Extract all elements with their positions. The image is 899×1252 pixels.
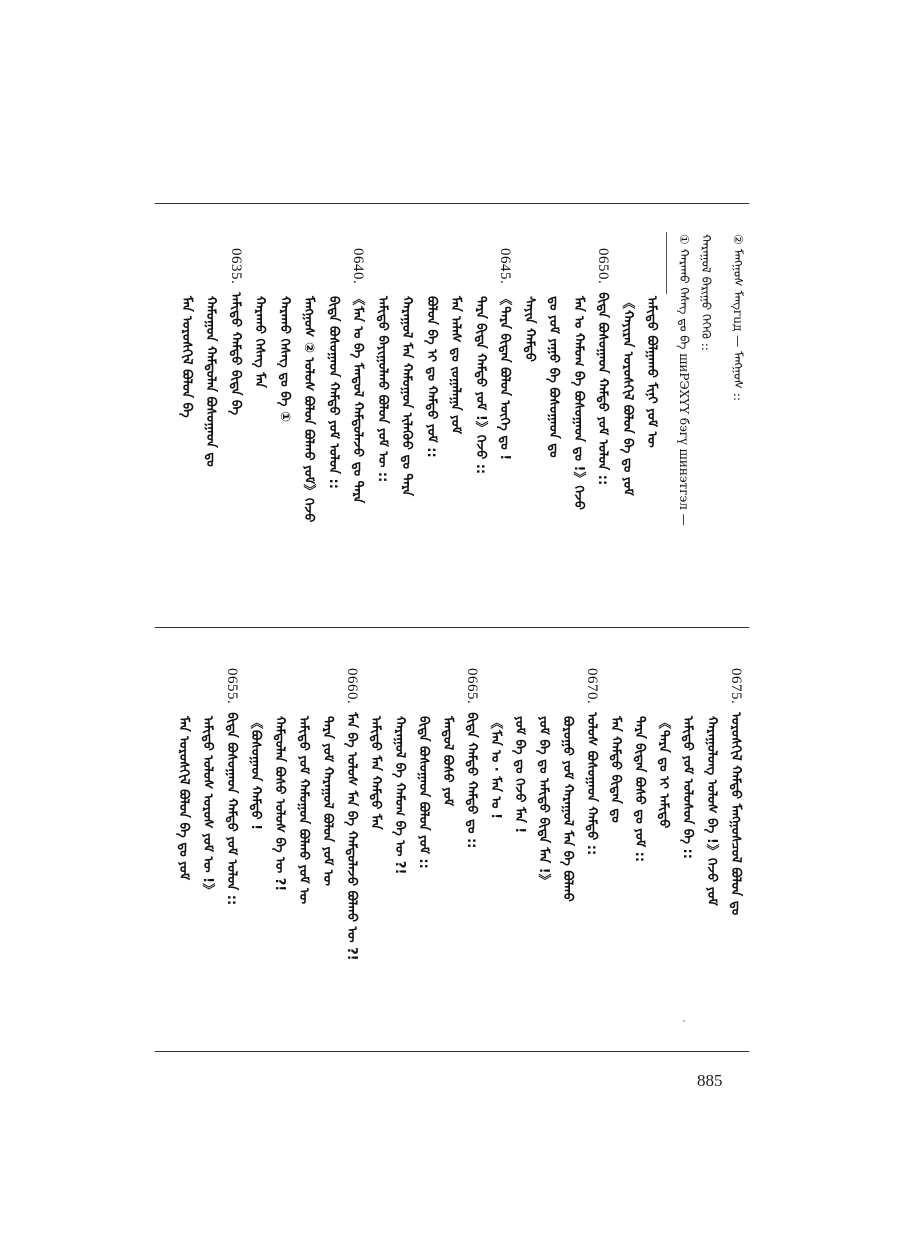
top-rule: [155, 203, 749, 204]
lower-line: [581, 668, 602, 855]
upper-line: [543, 248, 564, 458]
footnote-1: [729, 234, 747, 401]
line-number: 0660.: [344, 668, 360, 705]
line-text: ᠪᠣᠯᠤᠨ ᠪᠠ ᠢ ᠳᠤ ᠬᠠᠮᠲᠤ ᠶᠤᠮ ::: [423, 296, 439, 458]
lower-line: [701, 668, 722, 906]
lower-line: [365, 668, 386, 830]
upper-line: [421, 248, 442, 458]
lower-line: [557, 668, 578, 902]
lower-line: [485, 668, 506, 819]
lower-line: [533, 668, 554, 888]
footnote-text: ᠬᠠᠷᠠᠭᠤᠯ ᠪᠠᠷᠢᠭᠤ ᠬᠡᠭᠡᠬᠦ ::: [699, 234, 713, 351]
upper-line: [641, 248, 662, 448]
footnote-3: [675, 234, 693, 526]
bottom-rule: [155, 1051, 749, 1052]
line-text: ᠲᠡᠷᠡ ᠶᠤᠮ ᠬᠠᠷᠠᠭᠤᠯ ᠪᠤᠯᠤᠨ ᠶᠤᠮ ᠦ: [320, 716, 335, 886]
upper-line: [347, 248, 368, 503]
upper-line: [298, 248, 319, 522]
upper-line: [470, 248, 491, 474]
line-text: ᠬᠠᠮᠤᠭᠤᠨ ᠬᠠᠮᠲᠤᠯᠠᠨ ᠪᠤᠰᠤᠭᠠᠳ ᠳᠤ: [203, 296, 218, 467]
line-text: ᠮᠠᠨ ᠬᠠᠮᠲᠤ ᠪᠢᠳᠡᠨ ᠳᠤ: [608, 716, 623, 823]
upper-line: [176, 248, 197, 418]
line-text: ᠮᠠᠨᠳᠤᠯ ᠪᠤᠰᠤ ᠶᠤᠮ: [440, 716, 455, 806]
lower-line: [677, 668, 698, 859]
line-text: ᠬᠠᠷᠠᠭᠤᠯ ᠪᠡ ᠬᠠᠮᠤᠭ ᠪᠠ ᠦ ?!: [392, 716, 407, 875]
line-text: ᠠᠮᠢᠳᠤ ᠪᠠᠶᠢᠭᠤᠯᠬᠤ ᠪᠤᠯᠤᠨ ᠶᠤᠮ ᠦ ::: [374, 296, 390, 483]
line-text: ᠬᠠᠮᠲᠤᠯᠠᠨ ᠪᠤᠰᠤ ᠤᠯᠤᠰ ᠪᠠ ᠦ ?!: [272, 716, 287, 892]
lower-line: [509, 668, 530, 833]
footnote-separator: [666, 232, 667, 294]
lower-line: [629, 668, 650, 862]
line-text: ᠪᠤᠷᠤᠭᠤ ᠶᠤᠮ ᠬᠠᠷᠠᠭᠤᠯ ᠮᠠᠨ ᠪᠡ ᠪᠣᠯᠬᠤ: [560, 716, 575, 902]
line-text: 《ᠲᠡᠷᠡ ᠳᠤ ᠢ ᠠᠮᠢᠳᠤ: [656, 716, 671, 829]
line-text: ᠤᠯᠤᠰ ᠪᠤᠰᠤᠭᠠᠳ ᠬᠠᠮᠲᠤ ::: [584, 712, 599, 856]
line-text: ᠠᠮᠢᠳᠤ ᠶᠤᠮ ᠤᠯᠤᠰᠤᠨ ᠪᠠ ::: [680, 716, 695, 859]
line-number: 0645.: [497, 248, 513, 285]
line-number: 0650.: [595, 248, 611, 285]
lower-line: [413, 668, 434, 869]
line-number: 0675.: [728, 668, 744, 705]
line-number: 0665.: [464, 668, 480, 705]
line-text: ᠬᠠᠷᠠᠭᠤᠯᠤᠩ ᠤᠯᠤᠰ ᠪᠠ !》ᠭᠡᠵᠦ ᠶᠤᠮ: [704, 716, 719, 906]
lower-line: [389, 668, 410, 874]
line-text: ᠠᠮᠢᠳᠤ ᠤᠯᠤᠰ ᠤᠷᠤᠰ ᠶᠤᠮ ᠦ !》: [200, 716, 215, 898]
lower-line: [461, 668, 482, 848]
line-text: 《ᠮᠠᠨ ᠤ · ᠮᠠᠨ ᠤ !: [488, 716, 503, 820]
lower-line: [245, 668, 266, 830]
line-text: ᠠᠮᠢᠳᠤ ᠬᠠᠮᠲᠤ ᠪᠢᠳᠡ ᠪᠠ: [227, 292, 243, 416]
lower-line: [653, 668, 674, 828]
line-text: ᠠᠮᠢᠳᠤ ᠪᠣᠯᠭᠠᠬᠤ ᠮᠢᠨᠢ ᠶᠤᠮ ᠦ: [644, 296, 659, 448]
lower-line: [197, 668, 218, 897]
line-number: 0640.: [350, 248, 366, 285]
footnote-marker: ①: [677, 234, 691, 245]
line-text: 《ᠪᠤᠰᠤᠭᠠᠳ ᠬᠠᠮᠲᠤ !: [248, 716, 263, 831]
line-text: 《ᠬᠠᠶᠢᠷᠠᠨ ᠤᠷᠤᠰᠬᠢᠯ ᠪᠤᠯᠤᠨ ᠪᠠ ᠳᠤ ᠶᠤᠮ: [619, 296, 635, 496]
line-text: ᠪᠢᠳᠡ ᠪᠤᠰᠤᠭᠠᠳ ᠬᠠᠮᠲᠤ ᠶᠤᠮ ᠤᠯᠤᠨ ::: [325, 296, 341, 489]
line-text: ᠲᠡᠷᠡ ᠪᠢᠳᠡ ᠬᠠᠮᠲᠤ ᠶᠤᠮ !》ᠭᠡᠵᠦ ::: [472, 296, 488, 475]
line-text: ᠶᠤᠮ ᠪᠠ ᠳᠤ ᠭᠡᠵᠦ ᠮᠠᠨ !: [512, 716, 527, 834]
lower-line: [221, 668, 242, 905]
lower-line: [269, 668, 290, 891]
footnote-2: [697, 234, 715, 351]
line-text: ᠪᠢᠳᠡ ᠪᠤᠰᠤᠭᠠᠳ ᠪᠤᠯᠤᠨ ᠶᠤᠮ ::: [416, 716, 431, 869]
upper-line: [445, 248, 466, 434]
lower-line: [317, 668, 338, 886]
upper-line: [519, 248, 540, 362]
lower-line: [341, 668, 362, 961]
line-text: ᠮᠠᠨ ᠤᠷᠤᠰᠬᠢᠯ ᠪᠤᠯᠤᠨ ᠪᠠ ᠳᠤ ᠶᠤᠮ: [176, 716, 191, 881]
line-number: 0655.: [224, 668, 240, 705]
lower-line: [725, 668, 746, 915]
line-text: ᠳᠤ ᠶᠤᠮ ᠶᠠᠭᠤ ᠪᠡ ᠪᠤᠰᠤᠭᠠᠳ ᠳᠤ: [546, 296, 561, 458]
line-number: 0670.: [584, 668, 600, 705]
line-text: ᠠᠮᠢᠳᠤ ᠮᠠᠨ ᠬᠠᠮᠲᠤ ᠮᠠᠨ: [368, 716, 383, 830]
upper-line: [568, 248, 589, 510]
line-text: ᠮᠠᠨ ᠤ ᠬᠠᠮᠤᠭ ᠪᠡ ᠪᠤᠰᠤᠭᠠᠳ ᠳᠤ !》ᠭᠡᠵᠦ: [570, 296, 586, 510]
line-text: ᠮᠠᠩᠭᠤᠰ ② ᠤᠯᠤᠰ ᠪᠤᠯᠤᠨ ᠪᠣᠯᠬᠤ ᠶᠤᠮ》ᠭᠡᠵᠦ: [301, 296, 316, 523]
line-text: ᠬᠠᠷᠠᠭᠤᠯ ᠮᠠᠨ ᠬᠠᠮᠤᠭᠤᠨ ᠢᠯᠡᠭᠦᠦ ᠳᠤ ᠲᠡᠷᠡ: [399, 296, 414, 497]
upper-line: [225, 248, 246, 415]
line-text: ᠶᠤᠮ ᠪᠠ ᠳᠤ ᠠᠮᠢᠳᠤ ᠪᠢᠳᠡ ᠮᠠᠨ !》: [536, 716, 551, 888]
line-number: 0635.: [227, 248, 244, 285]
line-text: ᠪᠢᠳᠡ ᠪᠤᠰᠤᠭᠠᠳ ᠬᠠᠮᠲᠤ ᠶᠤᠮ ᠤᠯᠤᠨ ::: [224, 712, 239, 906]
line-text: ᠪᠢᠳᠡ ᠬᠠᠮᠲᠤ ᠬᠠᠮᠲᠤ ᠳᠤ ::: [464, 712, 479, 849]
line-text: ᠬᠠᠷᠠᠬᠤ ᠬᠡᠰᠡᠭ ᠳᠤ ᠪᠡ ①: [276, 296, 292, 422]
line-text: ᠪᠢᠳᠡ ᠪᠤᠰᠤᠭᠠᠳ ᠬᠠᠮᠲᠤ ᠶᠤᠮ ᠤᠯᠤᠨ ::: [595, 292, 610, 486]
lower-line: [173, 668, 194, 880]
line-text: ᠮᠠᠨ ᠠᠯᠠᠰ ᠳᠤ ᠵᠤᠭᠠᠯᠠᠭᠠ ᠶᠤᠮ: [448, 296, 463, 434]
footnote-text: ᠬᠠᠷᠠᠬᠤ ᠬᠡᠰᠡᠭ ᠳᠤ ᠪᠡ шиРЭХҮҮ бэгү шинэтгэл —: [677, 248, 691, 526]
upper-line: [617, 248, 638, 496]
upper-line: [323, 248, 344, 489]
upper-line: [274, 248, 295, 422]
line-text: 《ᠮᠠᠨ ᠤ ᠪᠡ ᠮᠠᠨᠳᠤᠯ ᠬᠠᠮᠲᠤᠯᠠᠵᠤ ᠳᠤ ᠲᠡᠷᠡ: [350, 292, 365, 504]
footnote-text: ᠮᠠᠩᠭᠤᠰ ᠮᠠᠩгuд — ᠮᠠᠩᠭᠤᠰ ::: [731, 248, 745, 401]
line-text: ᠲᠡᠷᠡ ᠪᠢᠳᠡᠨ ᠪᠤᠰᠤ ᠳᠤ ᠶᠤᠮ ::: [632, 716, 647, 863]
lower-line: [437, 668, 458, 806]
line-text: ᠠᠮᠢᠳᠤ ᠶᠤᠮ ᠬᠠᠮᠤᠭᠤᠨ ᠪᠤᠯᠬᠤ ᠶᠤᠮ ᠦ: [296, 716, 311, 905]
upper-line: [249, 248, 270, 388]
upper-line: [494, 248, 515, 460]
lower-line: [293, 668, 314, 904]
page-number: 885: [697, 1071, 723, 1090]
middle-rule: [155, 627, 749, 628]
upper-line: [592, 248, 613, 485]
upper-line: [396, 248, 417, 496]
lower-line: [605, 668, 626, 823]
line-text: ᠰᠠᠶᠢᠨ ᠬᠠᠮᠲᠤ: [521, 296, 537, 362]
upper-line: [372, 248, 393, 482]
line-text: ᠮᠠᠨ ᠤᠷᠤᠰᠬᠢᠯ ᠪᠤᠯᠤᠨ ᠪᠡ: [178, 296, 194, 418]
footnote-marker: ②: [731, 234, 745, 245]
line-text: ᠬᠠᠷᠠᠬᠤ ᠬᠡᠰᠡᠭ ᠮᠠᠨ: [252, 296, 267, 388]
line-text: 《ᠲᠡᠷᠡ ᠪᠢᠳᠡᠨ ᠪᠤᠯᠤᠨ ᠦᠭᠡ ᠳᠤ !: [497, 292, 512, 461]
scan-speck: [683, 1020, 685, 1022]
line-text: ᠮᠠᠨ ᠪᠠ ᠤᠯᠤᠰ ᠮᠠᠨ ᠪᠡ ᠬᠠᠮᠲᠤᠯᠠᠵᠤ ᠪᠤᠯᠬᠤ ᠦ ?!: [344, 712, 359, 961]
upper-line: [200, 248, 221, 467]
line-text: ᠤᠷᠤᠰᠬᠢᠯ ᠬᠠᠮᠲᠤ ᠮᠠᠩᠭᠤᠰᠴᠤᠯ ᠪᠤᠯᠤᠨ ᠳᠤ: [728, 712, 743, 916]
